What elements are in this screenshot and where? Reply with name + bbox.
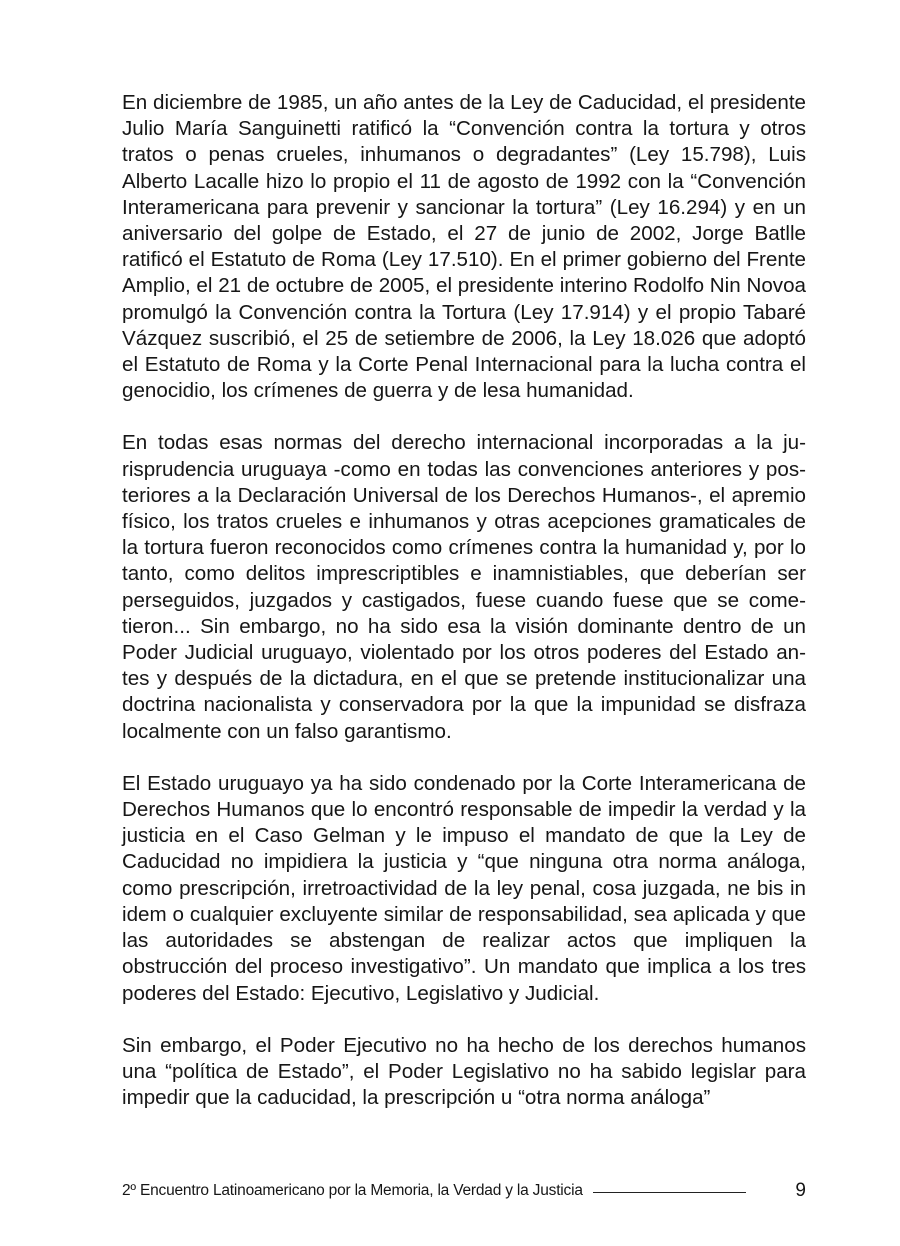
paragraph-2: En todas esas normas del derecho internacional incorporadas a la jurisprudencia uruguaya -como en todas las convenciones anteriores y posteriores a la Declaración Universal de los Derechos Humanos-, el apremio físico, los tratos crueles e inhumanos y otras acepciones gramaticales de la tortura fueron reconocidos como crímenes contra la humanidad y, por lo tanto, como delitos imprescriptibles e inamnistiables, que deberían ser perseguidos, juzgados y castigados, fuese cuando fuese que se cometieron... Sin embargo, no ha sido esa la visión dominante dentro de un Poder Judicial uruguayo, violentado por los otros poderes del Estado antes y después de la dictadura, en el que se pretende institucionalizar una doctrina nacionalista y conservadora por la que la impunidad se disfraza localmente con un falso garantismo.	[122, 431, 806, 743]
page-number: 9	[795, 1180, 806, 1201]
footer-rule	[593, 1192, 746, 1193]
page-footer	[122, 1178, 806, 1204]
paragraph-3: El Estado uruguayo ya ha sido condenado por la Corte Interamericana de Derechos Humanos que lo encontró responsable de impedir la verdad y la justicia en el Caso Gelman y le impuso el mandato de que la Ley de Caducidad no impidiera la justicia y “que ninguna otra norma análoga, como prescripción, irretroactividad de la ley penal, cosa juzgada, ne bis in idem o cualquier excluyente similar de responsabilidad, sea aplicada y que las autoridades se abstengan de realizar actos que impliquen la obstrucción del proceso investigativo”. Un mandato que implica a los tres poderes del Estado: Ejecutivo, Legislativo y Judicial.	[122, 771, 806, 1005]
footer-title: 2º Encuentro Latinoamericano por la Memoria, la Verdad y la Justicia	[122, 1182, 583, 1199]
paragraph-4: Sin embargo, el Poder Ejecutivo no ha hecho de los derechos humanos una “política de Estado”, el Poder Legislativo no ha sabido legislar para impedir que la caducidad, la prescripción u “otra norma análoga”	[122, 1033, 806, 1110]
body-text	[122, 90, 806, 1137]
paragraph-1: En diciembre de 1985, un año antes de la Ley de Caducidad, el presidente Julio María Sanguinetti ratificó la “Convención contra la tortura y otros tratos o penas crueles, inhumanos o degradantes” (Ley 15.798), Luis Alberto Lacalle hizo lo propio el 11 de agosto de 1992 con la “Convención Interamericana para prevenir y sancionar la tortura” (Ley 16.294) y en un aniversario del golpe de Estado, el 27 de junio de 2002, Jorge Batlle ratificó el Estatuto de Roma (Ley 17.510). En el primer gobierno del Frente Amplio, el 21 de octubre de 2005, el presidente interino Rodolfo Nin Novoa promulgó la Convención contra la Tortura (Ley 17.914) y el propio Tabaré Vázquez suscribió, el 25 de setiembre de 2006, la Ley 18.026 que adoptó el Estatuto de Roma y la Corte Penal Internacional para la lucha contra el genocidio, los crímenes de guerra y de lesa humanidad.	[122, 91, 806, 403]
